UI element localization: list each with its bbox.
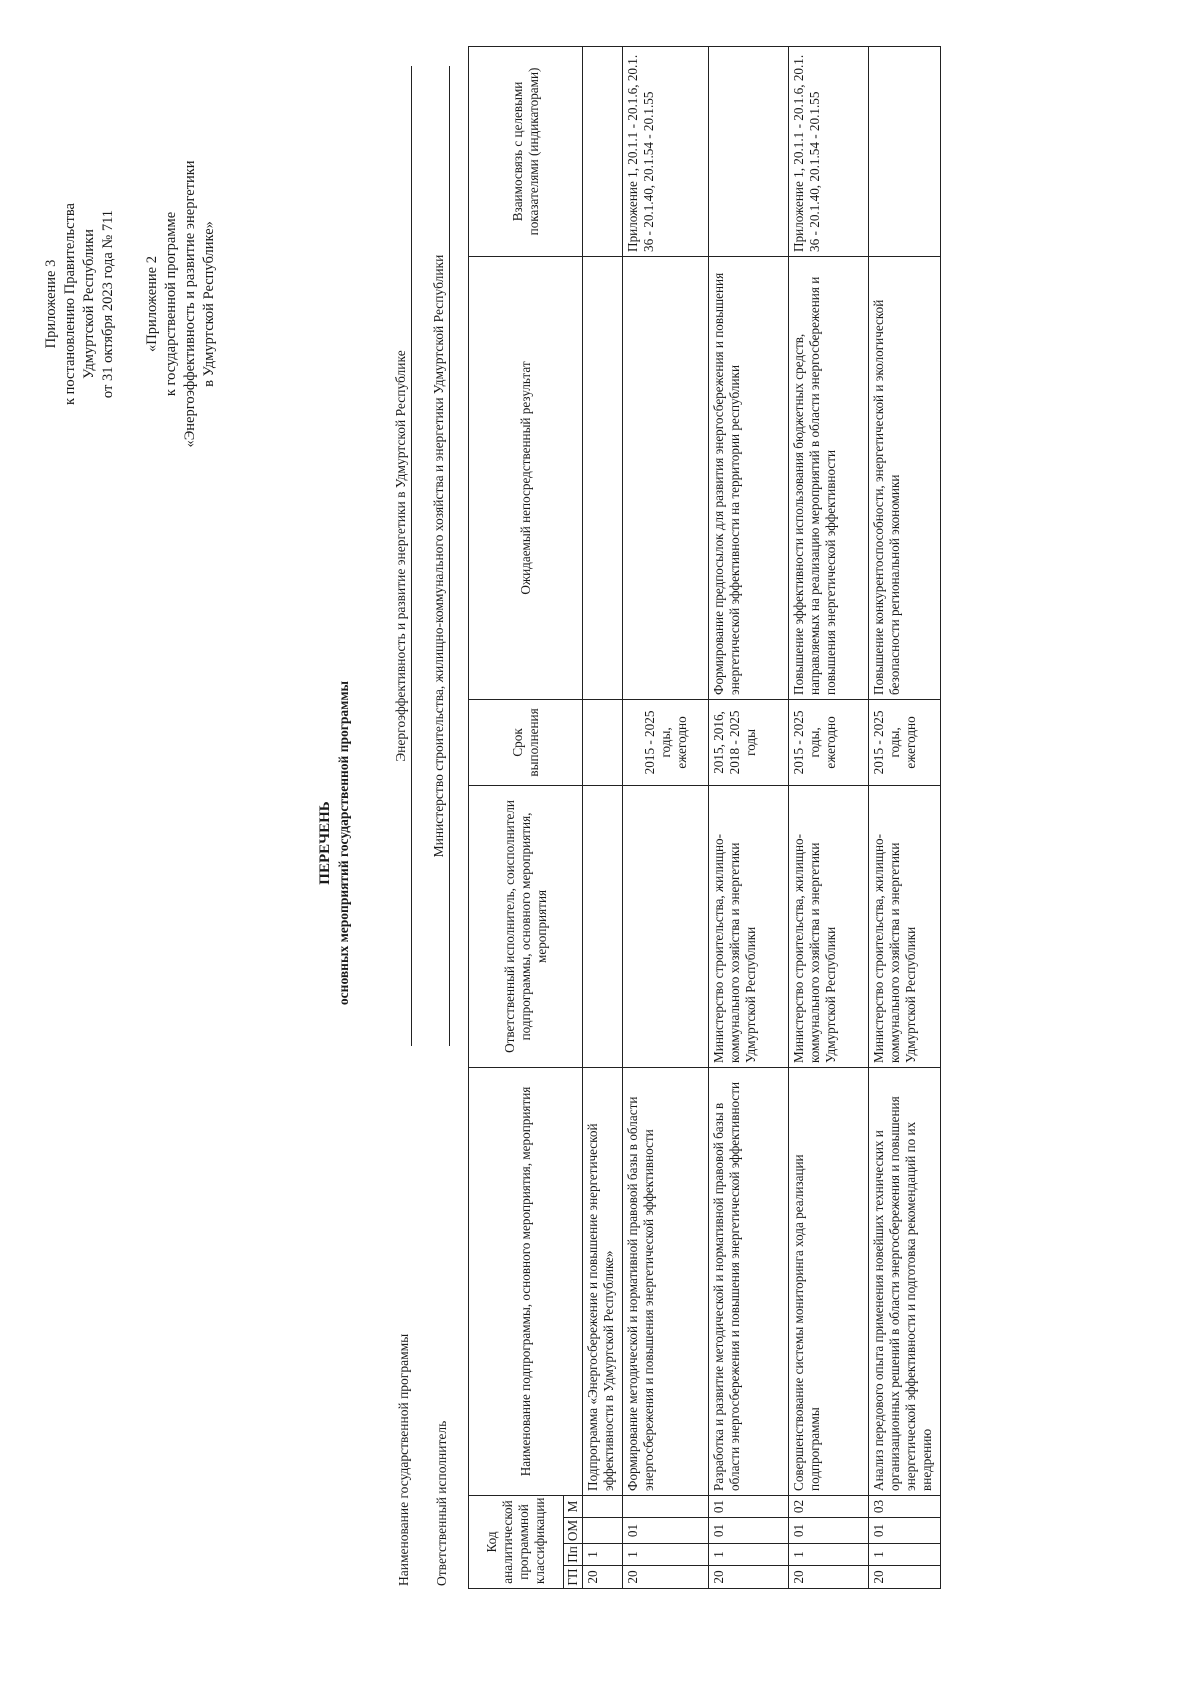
cell-executor: [583, 785, 623, 1067]
table-header-row: [469, 46, 564, 1588]
cell-result: Формирование предпосылок для развития энергосбережения и повышения энергетической эффективности на территории республики: [709, 256, 789, 699]
cell-executor: Министерство строительства, жилищно-коммунального хозяйства и энергетики Удмуртской Республики: [869, 785, 941, 1067]
cell-name: Формирование методической и нормативной правовой базы в области энергосбережения и повышения энергетической эффективности: [623, 1067, 709, 1495]
cell-executor: Министерство строительства, жилищно-коммунального хозяйства и энергетики Удмуртской Республики: [789, 785, 869, 1067]
cell-om: 01: [623, 1518, 709, 1544]
cell-link: [583, 46, 623, 256]
header-gp: ГП: [564, 1566, 583, 1589]
cell-gp: 20: [583, 1566, 623, 1589]
cell-link: Приложение 1, 20.1.1 - 20.1.6, 20.1. 36 - 20.1.40, 20.1.54 - 20.1.55: [789, 46, 869, 256]
cell-m: [583, 1495, 623, 1517]
header-executor: Ответственный исполнитель, соисполнители подпрограммы, основного мероприятия, мероприятия: [469, 785, 583, 1067]
cell-pp: 1: [789, 1544, 869, 1566]
cell-result: [623, 256, 709, 699]
program-executor-value: Министерство строительства, жилищно-коммунального хозяйства и энергетики Удмуртской Республики: [431, 66, 450, 1046]
cell-name: Разработка и развитие методической и нормативной правовой базы в области энергосбережения и повышения энергетической эффективности: [709, 1067, 789, 1495]
appendix-3-line: от 31 октября 2023 года № 711: [100, 209, 116, 399]
cell-gp: 20: [623, 1566, 709, 1589]
cell-gp: 20: [789, 1566, 869, 1589]
cell-pp: 1: [583, 1544, 623, 1566]
program-name-value: Энергоэффективность и развитие энергетики в Удмуртской Республике: [393, 66, 412, 1046]
measures-table-wrap: [468, 47, 941, 1589]
appendix-3-block: [42, 94, 118, 514]
cell-m: 03: [869, 1495, 941, 1517]
cell-term: 2015 - 2025 годы, ежегодно: [869, 699, 941, 785]
table-row: [709, 46, 789, 1588]
cell-executor: Министерство строительства, жилищно-коммунального хозяйства и энергетики Удмуртской Республики: [709, 785, 789, 1067]
appendix-2-line: в Удмуртской Республике»: [201, 221, 217, 387]
cell-name: Подпрограмма «Энергосбережение и повышение энергетической эффективности в Удмуртской Республике»: [583, 1067, 623, 1495]
title-line-1: ПЕРЕЧЕНЬ: [317, 801, 333, 885]
appendix-3-line: Удмуртской Республики: [81, 229, 97, 379]
cell-gp: 20: [709, 1566, 789, 1589]
cell-result: [583, 256, 623, 699]
cell-gp: 20: [869, 1566, 941, 1589]
cell-om: 01: [709, 1518, 789, 1544]
cell-term: 2015 - 2025 годы, ежегодно: [789, 699, 869, 785]
cell-link: [709, 46, 789, 256]
program-executor-row: [410, 56, 454, 1586]
cell-result: Повышение эффективности использования бюджетных средств, направляемых на реализацию мероприятий в области энергосбережения и повышения энергетической эффективности: [789, 256, 869, 699]
appendix-2-block: [143, 94, 219, 514]
cell-pp: 1: [709, 1544, 789, 1566]
program-executor-label: Ответственный исполнитель: [434, 1420, 449, 1586]
header-result: Ожидаемый непосредственный результат: [469, 256, 583, 699]
program-name-label: Наименование государственной программы: [396, 1333, 411, 1586]
appendix-2-line: «Энергоэффективность и развитие энергетики: [182, 160, 198, 448]
table-row: [583, 46, 623, 1588]
header-link: Взаимосвязь с целевыми показателями (индикаторами): [469, 46, 583, 256]
cell-executor: [623, 785, 709, 1067]
table-row: [869, 46, 941, 1588]
cell-link: Приложение 1, 20.1.1 - 20.1.6, 20.1. 36 - 20.1.40, 20.1.54 - 20.1.55: [623, 46, 709, 256]
document-title: [316, 0, 353, 1686]
cell-name: Анализ передового опыта применения новейших технических и организационных решений в области энергосбережения и повышения энергетической эффективности и подготовка рекомендаций по их внедрению: [869, 1067, 941, 1495]
cell-term: [583, 699, 623, 785]
appendix-2-line: «Приложение 2: [144, 256, 160, 352]
header-m: М: [564, 1495, 583, 1517]
cell-result: Повышение конкурентоспособности, энергетической и экологической безопасности региональной экономики: [869, 256, 941, 699]
title-line-2: основных мероприятий государственной программы: [336, 680, 351, 1006]
header-code: Код аналитической программной классификации: [469, 1495, 564, 1588]
table-row: [789, 46, 869, 1588]
cell-term: 2015, 2016, 2018 - 2025 годы: [709, 699, 789, 785]
cell-om: [583, 1518, 623, 1544]
cell-om: 01: [789, 1518, 869, 1544]
cell-m: [623, 1495, 709, 1517]
header-term: Срок выполнения: [469, 699, 583, 785]
header-name: Наименование подпрограммы, основного мероприятия, мероприятия: [469, 1067, 583, 1495]
cell-term: 2015 - 2025 годы, ежегодно: [623, 699, 709, 785]
table-row: [623, 46, 709, 1588]
cell-m: 02: [789, 1495, 869, 1517]
cell-pp: 1: [623, 1544, 709, 1566]
header-om: ОМ: [564, 1518, 583, 1544]
measures-table: [468, 46, 941, 1589]
appendix-3-line: к постановлению Правительства: [62, 203, 78, 405]
cell-name: Совершенствование системы мониторинга хода реализации подпрограммы: [789, 1067, 869, 1495]
appendix-3-line: Приложение 3: [43, 259, 59, 349]
cell-om: 01: [869, 1518, 941, 1544]
cell-link: [869, 46, 941, 256]
appendix-2-line: к государственной программе: [163, 211, 179, 397]
header-pp: Пп: [564, 1544, 583, 1566]
cell-pp: 1: [869, 1544, 941, 1566]
cell-m: 01: [709, 1495, 789, 1517]
